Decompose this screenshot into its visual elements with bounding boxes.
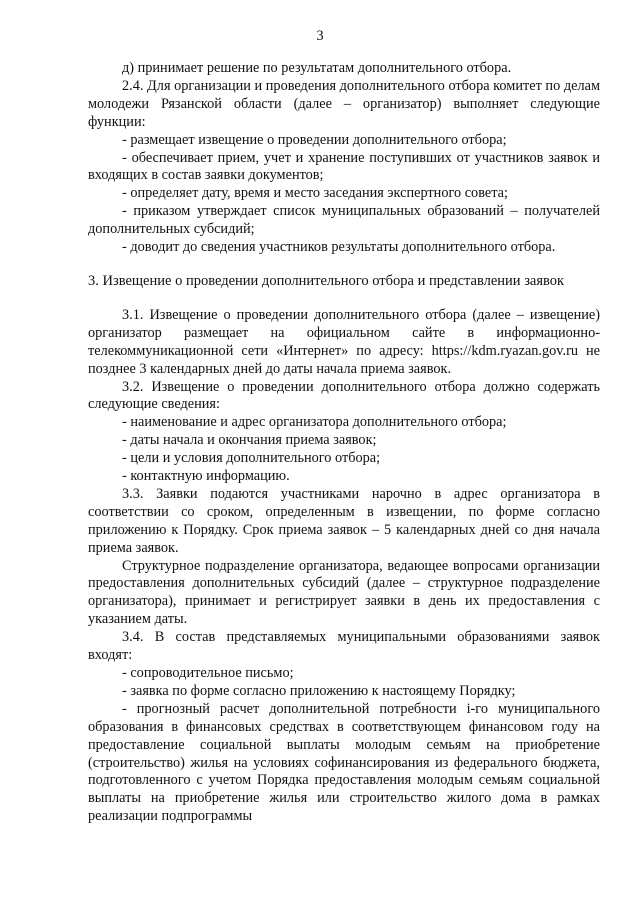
paragraph: Структурное подразделение организатора, ведающее вопросами организации предоставления дополнительных субсидий (далее – структурное подразделение организатора), принимает и регистрирует заявки в день их предоставления с указанием даты.	[88, 557, 600, 628]
list-item: - размещает извещение о проведении дополнительного отбора;	[122, 131, 507, 148]
page-number: 3	[316, 28, 324, 44]
paragraph: 2.4. Для организации и проведения дополнительного отбора комитет по делам молодежи Рязанской области (далее – организатор) выполняет следующие функции:	[88, 77, 600, 130]
list-item: - контактную информацию.	[122, 468, 290, 485]
list-item: - заявка по форме согласно приложению к настоящему Порядку;	[122, 682, 516, 699]
list-item: - доводит до сведения участников результаты дополнительного отбора.	[122, 239, 556, 256]
paragraph: 3.2. Извещение о проведении дополнительного отбора должно содержать следующие сведения:	[88, 378, 600, 413]
paragraph: 3.4. В состав представляемых муниципальными образованиями заявок входят:	[88, 629, 600, 664]
paragraph: д) принимает решение по результатам дополнительного отбора.	[122, 60, 512, 76]
list-item: - сопроводительное письмо;	[122, 665, 294, 681]
section-heading: 3. Извещение о проведении дополнительного отбора и представлении заявок	[88, 272, 565, 289]
list-item: - цели и условия дополнительного отбора;	[122, 450, 381, 467]
list-item: - наименование и адрес организатора дополнительного отбора;	[122, 414, 507, 431]
list-item: - приказом утверждает список муниципальных образований – получателей дополнительных субсидий;	[88, 203, 600, 238]
paragraph: - прогнозный расчет дополнительной потребности i-го муниципального образования в финансовых средствах в соответствующем финансовом году на предоставление социальной выплаты молодым семьям на приобретение (строительство) жилья на условиях софинансирования из федерального бюджета, подготовленного с учетом Порядка предоставления молодым семьям социальной выплаты на приобретение жилья или строительство жилого дома в рамках реализации подпрограммы	[88, 700, 600, 825]
list-item: - определяет дату, время и место заседания экспертного совета;	[122, 185, 508, 202]
paragraph: 3.3. Заявки подаются участниками нарочно в адрес организатора в соответствии со сроком, определенным в извещении, по форме согласно приложению к Порядку. Срок приема заявок – 5 календарных дней со дня начала приема заявок.	[88, 485, 600, 556]
paragraph: 3.1. Извещение о проведении дополнительного отбора (далее – извещение) организатор размещает на официальном сайте в информационно-телекоммуникационной сети «Интернет» по адресу: https://kdm.ryazan.gov.ru не позднее 3 календарных дней до даты начала приема заявок.	[88, 306, 600, 377]
list-item: - даты начала и окончания приема заявок;	[122, 432, 377, 449]
document-body	[88, 60, 600, 826]
list-item: - обеспечивает прием, учет и хранение поступивших от участников заявок и входящих в состав заявки документов;	[88, 149, 600, 184]
